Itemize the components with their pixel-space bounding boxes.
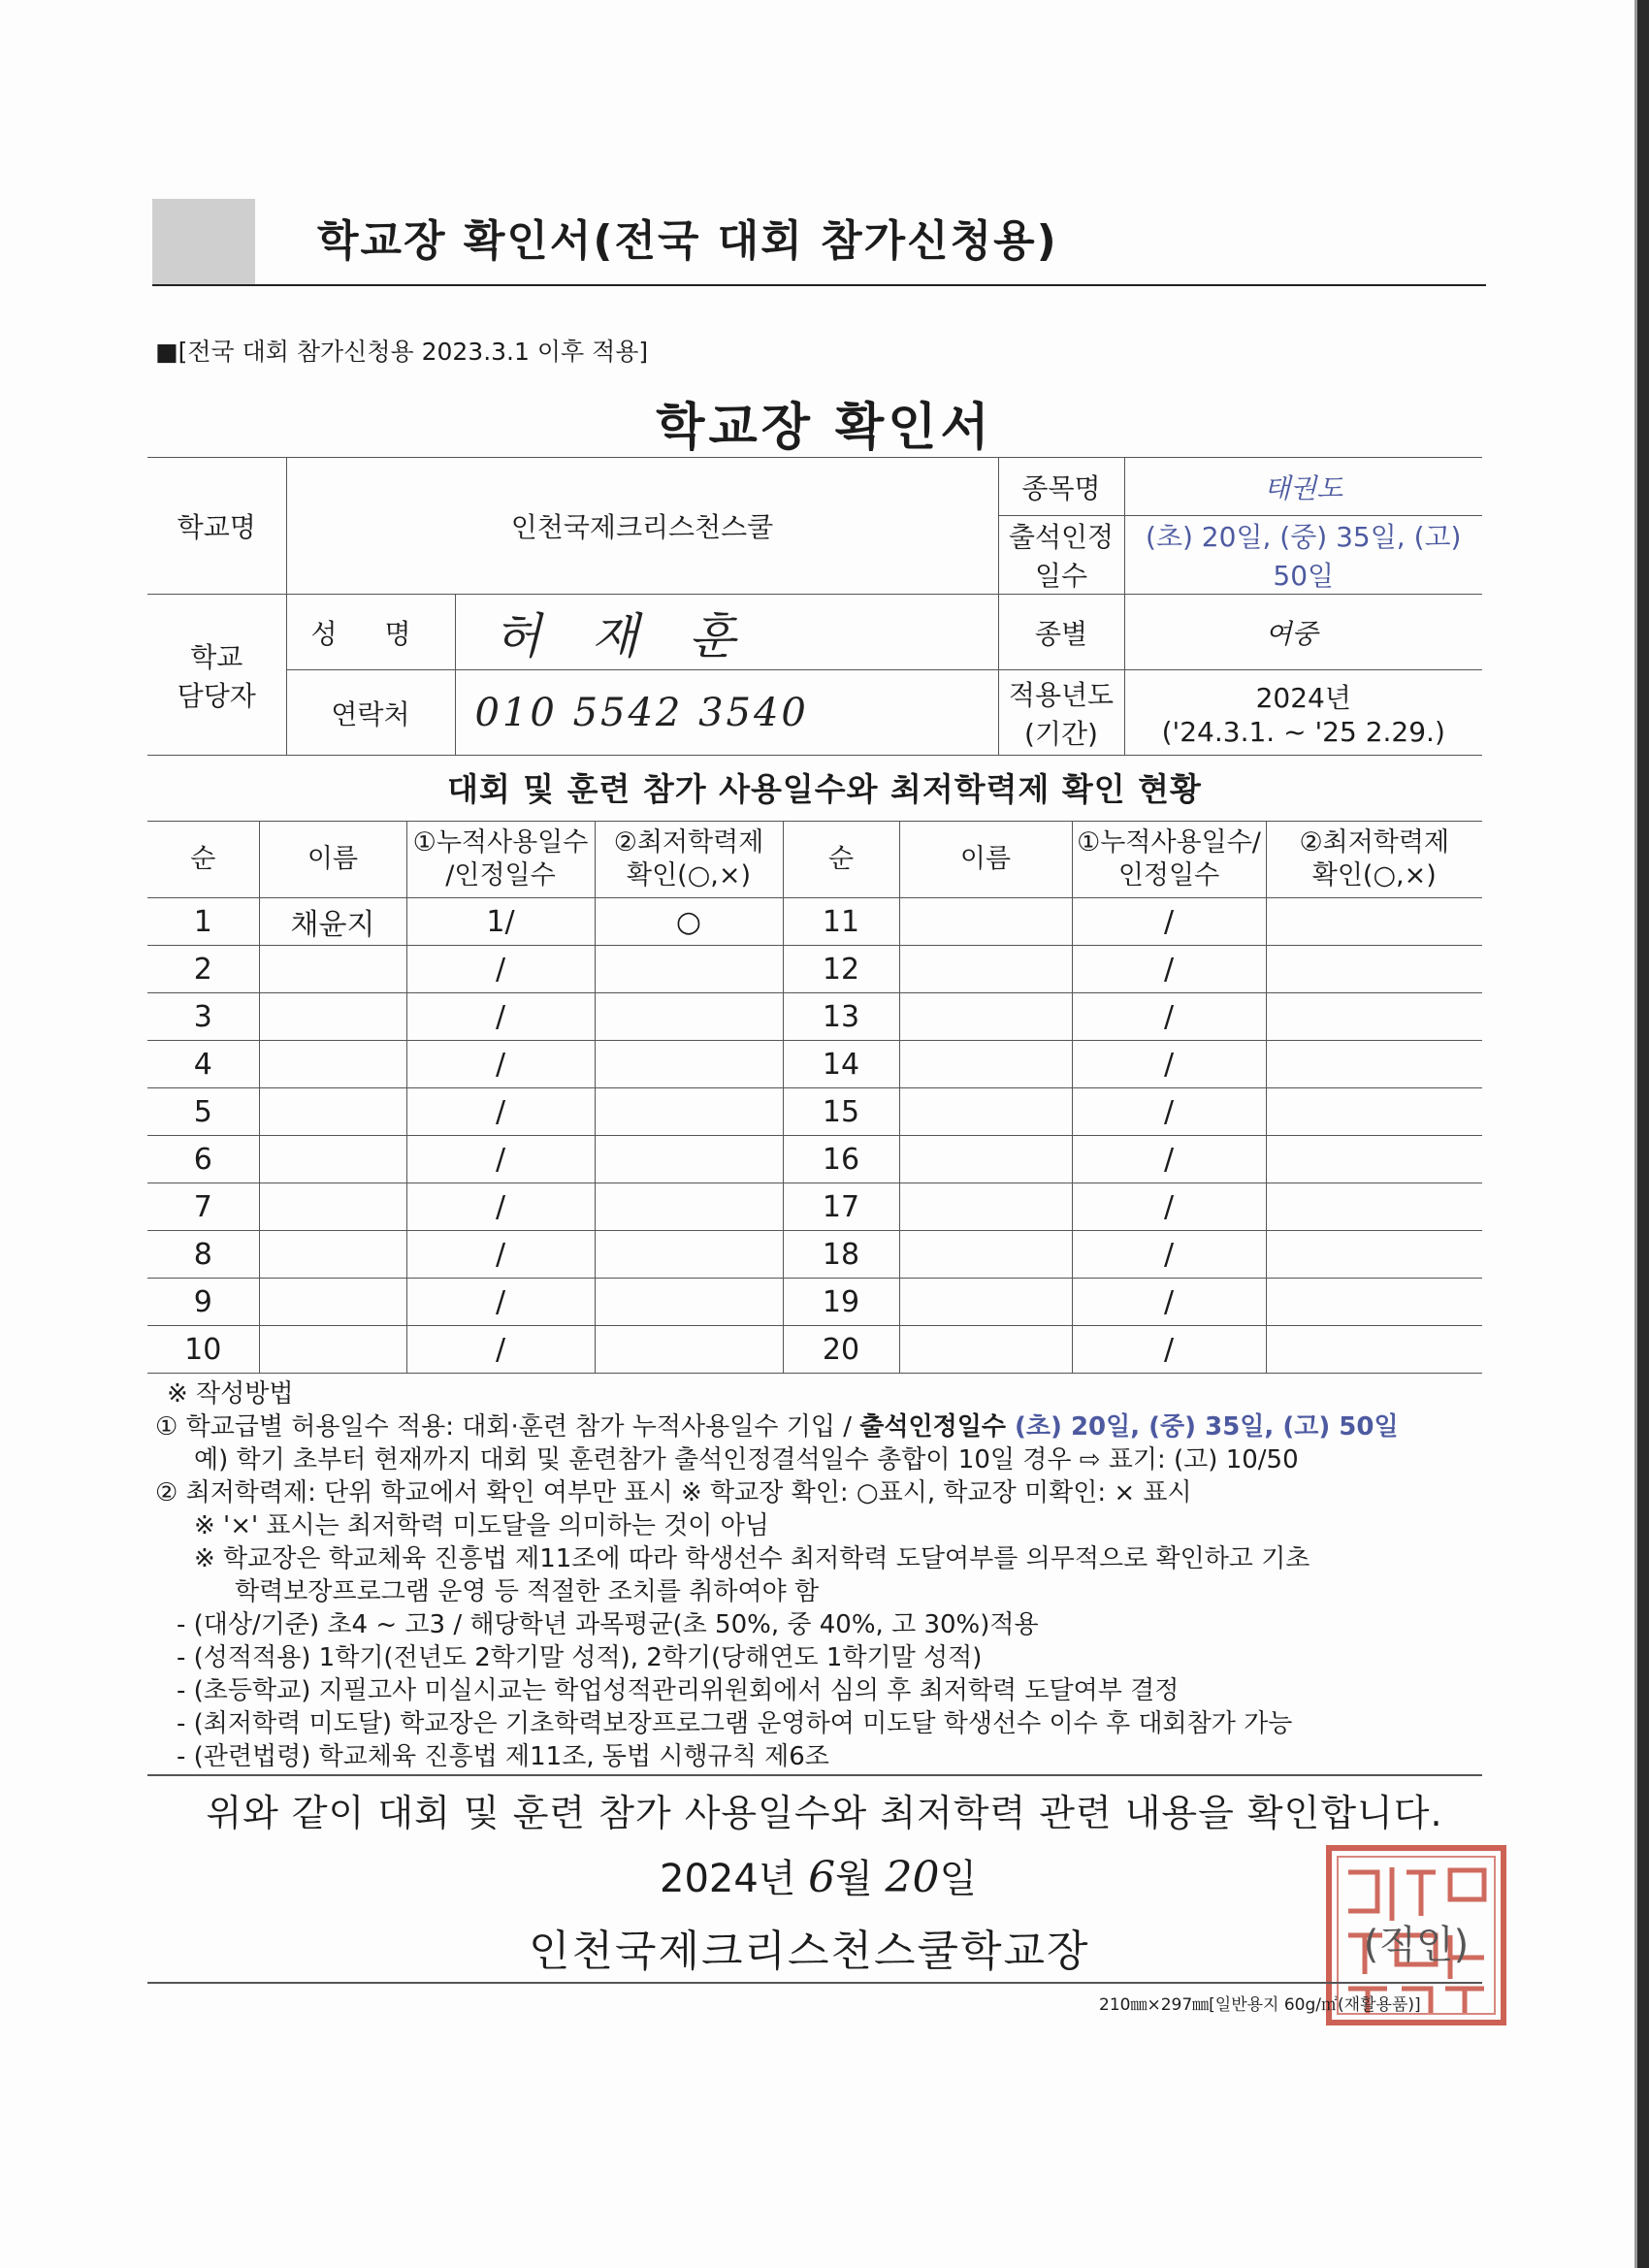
row-days-right: / [1072, 1136, 1266, 1183]
col-check-line1: ②최저학력제 [613, 827, 764, 858]
row-check-right [1266, 1231, 1482, 1279]
instr-heading: ※ 작성방법 [167, 1379, 294, 1409]
subnote: ■[전국 대회 참가신청용 2023.3.1 이후 적용] [155, 338, 649, 366]
col-name-right: 이름 [899, 822, 1072, 898]
row-days-right: / [1072, 946, 1266, 993]
row-no-left: 2 [147, 946, 259, 993]
row-no-left: 3 [147, 993, 259, 1041]
table-row [147, 1326, 1482, 1374]
row-days-left: / [406, 1279, 595, 1326]
row-days-left: / [406, 993, 595, 1041]
instr-line-2: 예) 학기 초부터 현재까지 대회 및 훈련참가 출석인정결석일수 총합이 10일 경우 ⇨ 표기: (고) 10/50 [194, 1445, 1299, 1474]
table-row [147, 993, 1482, 1041]
row-check-right [1266, 1279, 1482, 1326]
table-row [147, 898, 1482, 946]
attendance-label-line2: 일수 [1034, 560, 1088, 592]
row-check-right [1266, 1041, 1482, 1088]
contact-value [455, 670, 998, 756]
year-value-line2: ('24.3.1. ~ '25 2.29.) [1161, 716, 1445, 748]
instr-line-3: ② 최저학력제: 단위 학교에서 확인 여부만 표시 ※ 학교장 확인: ○표시, 학교장 미확인: × 표시 [155, 1478, 1192, 1507]
instr-line-10: - (최저학력 미도달) 학교장은 기초학력보장프로그램 운영하여 미도달 학생선수 이수 후 대회참가 가능 [177, 1709, 1293, 1738]
header-underline [152, 284, 1486, 286]
year-value-line1: 2024년 [1255, 682, 1351, 714]
row-days-left: / [406, 1183, 595, 1231]
table-row [147, 1088, 1482, 1136]
date-year: 2024년 [660, 1857, 796, 1901]
row-check-left [595, 1326, 783, 1374]
year-value [1124, 670, 1482, 756]
date-day-unit: 일 [939, 1857, 978, 1901]
signature-date [660, 1848, 977, 1903]
row-no-left: 6 [147, 1136, 259, 1183]
instr-line-1b: 출석인정일수 [859, 1412, 1016, 1442]
instr-line-1a: ① 학교급별 허용일수 적용: 대회·훈련 참가 누적사용일수 기입 / [155, 1412, 860, 1442]
handwritten-phone: 010 5542 3540 [474, 690, 809, 735]
attendance-value: (초) 20일, (중) 35일, (고) 50일 [1124, 516, 1482, 595]
row-check-left [595, 1088, 783, 1136]
col-check-right-line2: 확인(○,×) [1311, 860, 1437, 891]
school-label: 학교명 [147, 458, 286, 595]
row-check-right [1266, 993, 1482, 1041]
col-check-line2: 확인(○,×) [627, 860, 751, 891]
row-check-right [1266, 1136, 1482, 1183]
row-no-right: 13 [783, 993, 899, 1041]
col-days-right-line1: ①누적사용일수/ [1077, 827, 1261, 858]
manager-label [147, 595, 286, 756]
col-no-right: 순 [783, 822, 899, 898]
row-days-right: / [1072, 1326, 1266, 1374]
table-row [147, 1041, 1482, 1088]
row-days-left: / [406, 1136, 595, 1183]
row-check-right [1266, 1326, 1482, 1374]
year-label-line1: 적용년도 [1008, 678, 1115, 711]
row-no-left: 4 [147, 1041, 259, 1088]
row-name-right [899, 898, 1072, 946]
row-check-left [595, 1136, 783, 1183]
handwritten-name: 허 재 훈 [494, 607, 754, 664]
scan-edge [1637, 0, 1649, 2268]
row-name-left [259, 1279, 406, 1326]
row-name-left [259, 993, 406, 1041]
row-no-left: 10 [147, 1326, 259, 1374]
col-check [595, 822, 783, 898]
row-check-left [595, 1231, 783, 1279]
row-no-right: 12 [783, 946, 899, 993]
year-label [998, 670, 1124, 756]
row-no-left: 9 [147, 1279, 259, 1326]
row-name-right [899, 993, 1072, 1041]
row-days-right: / [1072, 1231, 1266, 1279]
instr-line-5: ※ 학교장은 학교체육 진흥법 제11조에 따라 학생선수 최저학력 도달여부를 의무적으로 확인하고 기초 [194, 1544, 1310, 1573]
row-no-right: 20 [783, 1326, 899, 1374]
table-row [147, 1231, 1482, 1279]
instr-line-1 [155, 1410, 1513, 1443]
row-days-left: / [406, 946, 595, 993]
instr-line-11: - (관련법령) 학교체육 진흥법 제11조, 동법 시행규칙 제6조 [177, 1742, 829, 1771]
info-table [147, 457, 1482, 756]
row-check-left [595, 1183, 783, 1231]
row-name-right [899, 1088, 1072, 1136]
instr-line-4: ※ '×' 표시는 최저학력 미도달을 의미하는 것이 아님 [194, 1511, 769, 1540]
instr-line-1c: (초) 20일, (중) 35일, (고) 50일 [1015, 1412, 1399, 1442]
section-title: 대회 및 훈련 참가 사용일수와 최저학력제 확인 현황 [447, 770, 1202, 808]
row-check-right [1266, 1088, 1482, 1136]
row-check-left [595, 1279, 783, 1326]
seal-label: (직인) [1363, 1923, 1470, 1967]
row-check-left [595, 1041, 783, 1088]
row-no-right: 14 [783, 1041, 899, 1088]
row-days-right: / [1072, 993, 1266, 1041]
row-days-right: / [1072, 1088, 1266, 1136]
instr-line-7: - (대상/기준) 초4 ~ 고3 / 해당학년 과목평균(초 50%, 중 40%, 고 30%)적용 [177, 1610, 1039, 1639]
row-name-left [259, 1326, 406, 1374]
col-days-right [1072, 822, 1266, 898]
name-label: 성 명 [286, 595, 455, 670]
row-name-right [899, 1136, 1072, 1183]
row-check-left [595, 946, 783, 993]
row-no-right: 11 [783, 898, 899, 946]
signer-name: 인천국제크리스천스쿨학교장 [529, 1927, 1090, 1976]
attendance-label-line1: 출석인정 [1008, 521, 1115, 553]
row-no-left: 7 [147, 1183, 259, 1231]
table-row [147, 946, 1482, 993]
sport-label: 종목명 [998, 458, 1124, 516]
row-days-right: / [1072, 1183, 1266, 1231]
row-name-left [259, 946, 406, 993]
row-check-right [1266, 898, 1482, 946]
row-days-right: / [1072, 1041, 1266, 1088]
row-no-left: 8 [147, 1231, 259, 1279]
row-name-right [899, 1183, 1072, 1231]
scan-edge-shadow [1634, 0, 1637, 2268]
col-days-right-line2: 인정일수 [1117, 860, 1220, 891]
table-row [147, 1279, 1482, 1326]
row-days-left: / [406, 1326, 595, 1374]
paper-spec: 210㎜×297㎜[일반용지 60g/㎡(재활용품)] [1099, 1995, 1421, 2015]
footer-line [147, 1982, 1482, 1984]
row-name-left [259, 1088, 406, 1136]
row-check-right [1266, 1183, 1482, 1231]
document-title: 학교장 확인서 [656, 399, 993, 457]
date-month-unit: 월 [835, 1857, 873, 1901]
row-check-left [595, 993, 783, 1041]
row-name-right [899, 946, 1072, 993]
instr-line-8: - (성적적용) 1학기(전년도 2학기말 성적), 2학기(당해연도 1학기말 성적) [177, 1643, 983, 1672]
row-check-left: ○ [595, 898, 783, 946]
row-days-right: / [1072, 898, 1266, 946]
row-check-right [1266, 946, 1482, 993]
col-days-line1: ①누적사용일수 [412, 827, 589, 858]
instr-line-6: 학력보장프로그램 운영 등 적절한 조치를 취하여야 함 [235, 1577, 820, 1606]
confirmation-statement: 위와 같이 대회 및 훈련 참가 사용일수와 최저학력 관련 내용을 확인합니다. [206, 1792, 1443, 1834]
row-name-right [899, 1279, 1072, 1326]
contact-label: 연락처 [286, 670, 455, 756]
type-label: 종별 [998, 595, 1124, 670]
row-name-left [259, 1041, 406, 1088]
col-no: 순 [147, 822, 259, 898]
row-name-left [259, 1136, 406, 1183]
instructions [155, 1377, 1513, 1773]
row-no-right: 16 [783, 1136, 899, 1183]
row-days-left: / [406, 1088, 595, 1136]
row-name-right [899, 1326, 1072, 1374]
col-days [406, 822, 595, 898]
row-days-right: / [1072, 1279, 1266, 1326]
header-gray-block [152, 199, 255, 284]
confirm-top-line [147, 1774, 1482, 1776]
manager-label-line2: 담당자 [177, 679, 256, 712]
date-day: 20 [885, 1853, 940, 1902]
manager-label-line1: 학교 [190, 640, 243, 673]
row-days-left: / [406, 1231, 595, 1279]
row-no-left: 5 [147, 1088, 259, 1136]
type-value: 여중 [1124, 595, 1482, 670]
row-no-left: 1 [147, 898, 259, 946]
col-name: 이름 [259, 822, 406, 898]
row-name-left: 채윤지 [259, 898, 406, 946]
row-no-right: 19 [783, 1279, 899, 1326]
year-label-line2: (기간) [1024, 717, 1098, 750]
row-days-left: / [406, 1041, 595, 1088]
row-no-right: 18 [783, 1231, 899, 1279]
date-month: 6 [808, 1853, 836, 1902]
sport-value: 태권도 [1124, 458, 1482, 516]
row-no-right: 17 [783, 1183, 899, 1231]
row-name-right [899, 1041, 1072, 1088]
name-value [455, 595, 998, 670]
usage-table [147, 821, 1482, 1374]
row-name-right [899, 1231, 1072, 1279]
header-title: 학교장 확인서(전국 대회 참가신청용) [317, 216, 1058, 266]
row-no-right: 15 [783, 1088, 899, 1136]
table-row [147, 1183, 1482, 1231]
row-days-left: 1/ [406, 898, 595, 946]
attendance-label [998, 516, 1124, 595]
table-row [147, 1136, 1482, 1183]
col-check-right [1266, 822, 1482, 898]
row-name-left [259, 1231, 406, 1279]
instr-line-9: - (초등학교) 지필고사 미실시교는 학업성적관리위원회에서 심의 후 최저학력 도달여부 결정 [177, 1676, 1180, 1705]
row-name-left [259, 1183, 406, 1231]
col-days-line2: /인정일수 [445, 860, 556, 891]
col-check-right-line1: ②최저학력제 [1299, 827, 1450, 858]
school-name: 인천국제크리스천스쿨 [286, 458, 998, 595]
